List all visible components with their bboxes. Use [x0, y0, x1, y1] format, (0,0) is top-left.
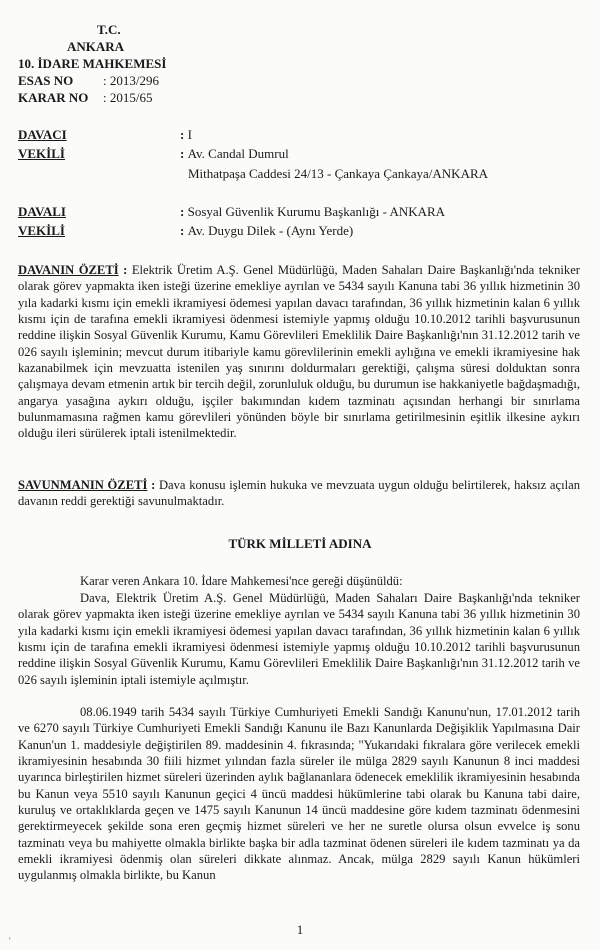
body-paragraph-2: Dava, Elektrik Üretim A.Ş. Genel Müdürlüğü, Maden Sahaları Daire Başkanlığı'nda tekniker olarak görev yapmakta iken isteği üzerine emekliye ayrılan ve 5434 sayılı Kanuna tabi 36 yıllık hizmetinin 30 yıla kadarki kısmı için emekli ikramiyesi ödemesi yapılan davacı tarafından, 36 yıllık hizmetinin kalan 6 yıllık kısmı için de tarafına emekli ikramiyesi ödenmesi istemiyle yapmış olduğu 10.10.2012 tarihli başvurusunun reddine ilişkin Sosyal Güvenlik Kurumu, Kamu Görevlileri Emeklilik Daire Başkanlığı'nın 31.12.2012 tarih ve 026 sayılı işleminin iptali istemiyle açılmıştır.: [18, 591, 580, 687]
vekili-row-1: VEKİLİ : Av. Candal Dumrul: [18, 146, 289, 161]
karar-no-label: KARAR NO: [18, 90, 89, 105]
karar-no-value: : 2015/65: [103, 90, 153, 105]
davaci-value: I: [187, 127, 192, 142]
davali-value: Sosyal Güvenlik Kurumu Başkanlığı - ANKARA: [187, 204, 446, 219]
header-court: 10. İDARE MAHKEMESİ: [18, 56, 167, 71]
turk-milleti-adina-title: TÜRK MİLLETİ ADINA: [228, 536, 372, 551]
davanin-ozeti-paragraph: [18, 262, 580, 442]
davaci-row: DAVACI : I: [18, 127, 192, 142]
davali-row: DAVALI : Sosyal Güvenlik Kurumu Başkanlığı - ANKARA: [18, 204, 446, 219]
page-number: 1: [296, 922, 304, 937]
davanin-ozeti-text: Elektrik Üretim A.Ş. Genel Müdürlüğü, Maden Sahaları Daire Başkanlığı'nda tekniker olarak görev yapmakta iken isteği üzerine emekliye ayrılan ve 5434 sayılı Kanuna tabi 36 yıllık hizmetinin 30 yıla kadarki kısmı için emekli ikramiyesi ödemesi yapılan davacı tarafından, 36 yıllık hizmetinin kalan 6 yıllık kısmı için de tarafına emekli ikramiyesi ödenmesi istemiyle yapmış olduğu 10.10.2012 tarihli başvurusunun reddine ilişkin Sosyal Güvenlik Kurumu, Kamu Görevlileri Emeklilik Daire Başkanlığı'nın 31.12.2012 tarih ve 026 sayılı işleminin; mevcut durum itibariyle kamu görevlilerinin emekli aylığına ve emekli ikramiyesine hak kazanabilmek için mevzuatta istenilen yaş sınırını doldurmaları gerektiği, çalışma süresi dolduktan sonra çalışmaya devam etmenin artık bir tercih değil, zorunluluk olduğu, bu durumun ise hakkaniyetle bağdaşmadığı, angarya yasağına aykırı olduğu, işçiler bakımından kıdem tazminatı açısından herhangi bir sınırlama bulunmamasına rağmen kamu görevlileri yönünden böyle bir sınırlama getirilmesinin eşitlik ilkesine aykırı olduğu ileri sürülerek iptali istenilmektedir.: [18, 263, 580, 441]
savunmanin-ozeti-label: SAVUNMANIN ÖZETİ: [18, 478, 148, 492]
davali-label: DAVALI: [18, 204, 66, 219]
vekili-row-2: VEKİLİ : Av. Duygu Dilek - (Aynı Yerde): [18, 223, 354, 238]
body-paragraph-3: 08.06.1949 tarih 5434 sayılı Türkiye Cumhuriyeti Emekli Sandığı Kanunu'nun, 17.01.2012 tarih ve 6270 sayılı Türkiye Cumhuriyeti Emekli Sandığı Kanunu ile Bazı Kanunlarda Değişiklik Yapılmasına Dair Kanun'un 1. maddesiyle değiştirilen 89. maddesinin 4. fıkrasında; "Yukarıdaki fıkralara göre verilecek emekli ikramiyesinin hesabında 30 fiili hizmet yılından fazla süreler ile mülga 2829 sayılı Kanunun 8 inci maddesi uyarınca birleştirilen hizmet süreleri üzerinden aylık bağlananlara ödenecek emeklilik ikramiyesinin hesabında bu Kanun veya 5510 sayılı Kanunun geçici 4 üncü maddesi hükümlerine tabi olarak bu Kanuna tabi daire, kuruluş ve ortaklıklarda geçen ve 1475 sayılı Kanunun 14 üncü maddesine göre kıdem tazminatı ödenmesini gerektirmeyecek şekilde sona eren geçmiş hizmet süreleri ve her ne suretle olursa olsun evvelce iş sonu tazminatı veya bu mahiyette olmakla birlikte başka bir adla tazminat ödenen süreleri ile kıdem tazminatı ya da emekli ikramiyesi ödenmiş olan süreleri dikkate alınmaz. Ancak, mülga 2829 sayılı Kanun hükümleri uygulanmış olmakla birlikte, bu Kanun: [18, 705, 580, 883]
savunmanin-ozeti-paragraph: [18, 477, 580, 510]
esas-no-row: [18, 72, 159, 89]
header-tc: T.C.: [97, 22, 121, 37]
esas-no-value: : 2013/296: [103, 73, 159, 88]
davanin-ozeti-label: DAVANIN ÖZETİ: [18, 263, 119, 277]
header-city: ANKARA: [67, 39, 125, 54]
karar-no-row: [18, 89, 152, 106]
scan-mark: ': [9, 936, 11, 946]
savunmanin-ozeti-colon: :: [147, 478, 159, 492]
davaci-label: DAVACI: [18, 127, 67, 142]
esas-no-label: ESAS NO: [18, 73, 74, 88]
vekili-address-1: Mithatpaşa Caddesi 24/13 - Çankaya Çankaya/ANKARA: [188, 166, 489, 181]
vekili-name-1: Av. Candal Dumrul: [187, 146, 289, 161]
savunmanin-ozeti-text: Dava konusu işlemin hukuka ve mevzuata uygun olduğu belirtilerek, haksız açılan davanın reddi gerektiği savunulmaktadır.: [18, 478, 580, 509]
vekili-label-2: VEKİLİ: [18, 223, 65, 238]
body-paragraph-1: Karar veren Ankara 10. İdare Mahkemesi'nce gereği düşünüldü:: [80, 574, 403, 588]
vekili-label-1: VEKİLİ: [18, 146, 65, 161]
davanin-ozeti-colon: :: [118, 263, 132, 277]
vekili-value-2: Av. Duygu Dilek - (Aynı Yerde): [187, 223, 354, 238]
